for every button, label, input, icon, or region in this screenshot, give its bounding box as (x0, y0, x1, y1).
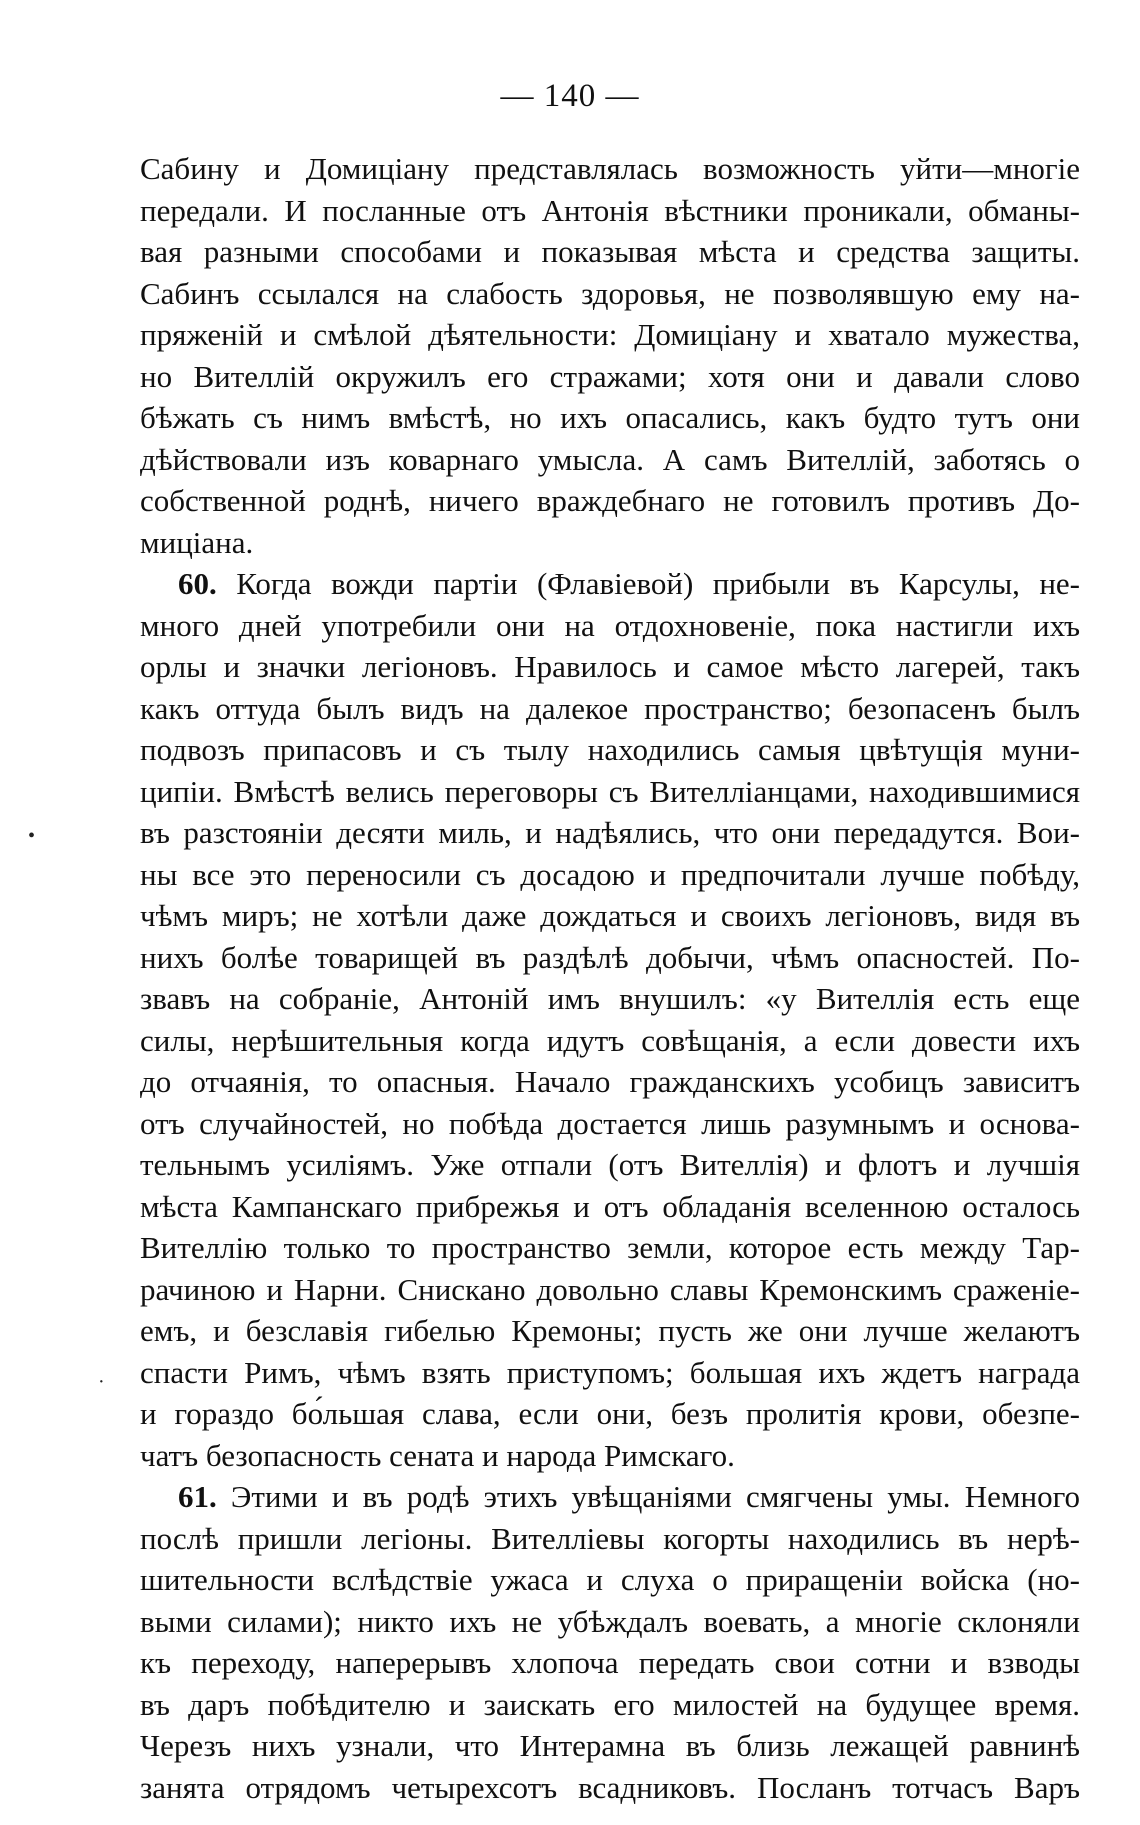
text-line: нихъ болѣе товарищей въ раздѣлѣ добычи, чѣмъ опасностей. По- (140, 939, 1080, 975)
text-line: ципіи. Вмѣстѣ велись переговоры съ Вителліанцами, находившимися (140, 773, 1080, 809)
text-line: Черезъ нихъ узнали, что Интерамна въ близь лежащей равнинѣ (140, 1728, 1080, 1763)
page-number: — 140 — (500, 78, 640, 114)
text-line: ны все это переносили съ досадою и предпочитали лучше побѣду, (140, 856, 1080, 892)
text-line (140, 563, 1080, 605)
text-line: шительности вслѣдствіе ужаса и слуха о приращеніи войска (но- (140, 1562, 1080, 1597)
text-line: чатъ безопасность сената и народа Римскаго. (140, 1437, 735, 1473)
text-line: силы, нерѣшительныя когда идутъ совѣщанія, а если довести ихъ (140, 1022, 1080, 1058)
text-line: Сабинъ ссылался на слабость здоровья, не позволявшую ему на- (140, 275, 1080, 311)
text-line: бѣжать съ нимъ вмѣстѣ, но ихъ опасались, какъ будто тутъ они (140, 400, 1080, 435)
text-body (140, 148, 1080, 1808)
text-line: много дней употребили они на отдохновеніе, пока настигли ихъ (140, 607, 1080, 643)
text-line: Сабину и Домиціану представлялась возможность уйти—многіе (140, 151, 1080, 186)
text-line: собственной роднѣ, ничего враждебнаго не готовилъ противъ До- (140, 483, 1080, 518)
text-line: подвозъ припасовъ и съ тылу находились самыя цвѣтущія муни- (140, 732, 1080, 767)
paragraph-continuation (140, 148, 1080, 563)
text-line: пряженій и смѣлой дѣятельности: Домиціану и хватало мужества, (140, 317, 1080, 352)
text-line: въ разстояніи десяти миль, и надѣялись, что они передадутся. Вои- (140, 815, 1080, 850)
text-line: дѣйствовали изъ коварнаго умысла. А самъ Вителлій, заботясь о (140, 441, 1080, 477)
text-line: вая разными способами и показывая мѣста и средства защиты. (140, 234, 1080, 269)
text-line: звавъ на собраніе, Антоній имъ внушилъ: «у Вителлія есть еще (140, 981, 1080, 1016)
text-line: отъ случайностей, но побѣда достается лишь разумнымъ и основа- (140, 1105, 1080, 1141)
text-line: и гораздо бо́льшая слава, если они, безъ пролитія крови, обезпе- (140, 1396, 1080, 1431)
text-fragment: Этими и въ родѣ этихъ увѣщаніями смягчены умы. Немного (230, 1479, 1080, 1514)
text-line: послѣ пришли легіоны. Вителліевы когорты находились въ нерѣ- (140, 1520, 1080, 1556)
text-line: емъ, и безславія гибелью Кремоны; пусть же они лучше желаютъ (140, 1313, 1080, 1348)
text-line: рачиною и Нарни. Снискано довольно славы Кремонскимъ сраженіе- (140, 1271, 1080, 1307)
text-line: къ переходу, наперерывъ хлопоча передать свои сотни и взводы (140, 1645, 1080, 1680)
text-line: орлы и значки легіоновъ. Нравилось и самое мѣсто лагерей, такъ (140, 649, 1080, 684)
text-line: Вителлію только то пространство земли, которое есть между Тар- (140, 1230, 1080, 1265)
paragraph-number: 61. (178, 1479, 217, 1514)
paragraph-61 (140, 1476, 1080, 1808)
text-line: спасти Римъ, чѣмъ взять приступомъ; большая ихъ ждетъ награда (140, 1354, 1080, 1390)
text-line (140, 1476, 1080, 1518)
text-line: выми силами); никто ихъ не убѣждалъ воевать, а многіе склоняли (140, 1603, 1080, 1639)
text-line: передали. И посланные отъ Антонія вѣстники проникали, обманы- (140, 192, 1080, 228)
text-fragment: Когда вожди партіи (Флавіевой) прибыли въ Карсулы, не- (236, 566, 1080, 601)
text-line: но Вителлій окружилъ его стражами; хотя они и давали слово (140, 358, 1080, 394)
margin-mark-dot: · (98, 1371, 105, 1393)
text-line: занята отрядомъ четырехсотъ всадниковъ. Посланъ тотчасъ Варъ (140, 1769, 1080, 1805)
text-line: какъ оттуда былъ видъ на далекое пространство; безопасенъ былъ (140, 690, 1080, 726)
text-line: до отчаянія, то опасныя. Начало гражданскихъ усобицъ зависитъ (140, 1064, 1080, 1099)
paragraph-number: 60. (178, 566, 217, 601)
paragraph-60 (140, 563, 1080, 1476)
text-line: въ даръ побѣдителю и заискать его милостей на будущее время. (140, 1686, 1080, 1722)
text-line: мѣста Кампанскаго прибрежья и отъ обладанія вселенною осталось (140, 1188, 1080, 1224)
text-line: миціана. (140, 524, 254, 560)
text-line: чѣмъ миръ; не хотѣли даже дождаться и своихъ легіоновъ, видя въ (140, 898, 1080, 933)
margin-mark-dot: • (28, 825, 36, 847)
text-line: тельнымъ усиліямъ. Уже отпали (отъ Вителлія) и флотъ и лучшія (140, 1147, 1080, 1182)
